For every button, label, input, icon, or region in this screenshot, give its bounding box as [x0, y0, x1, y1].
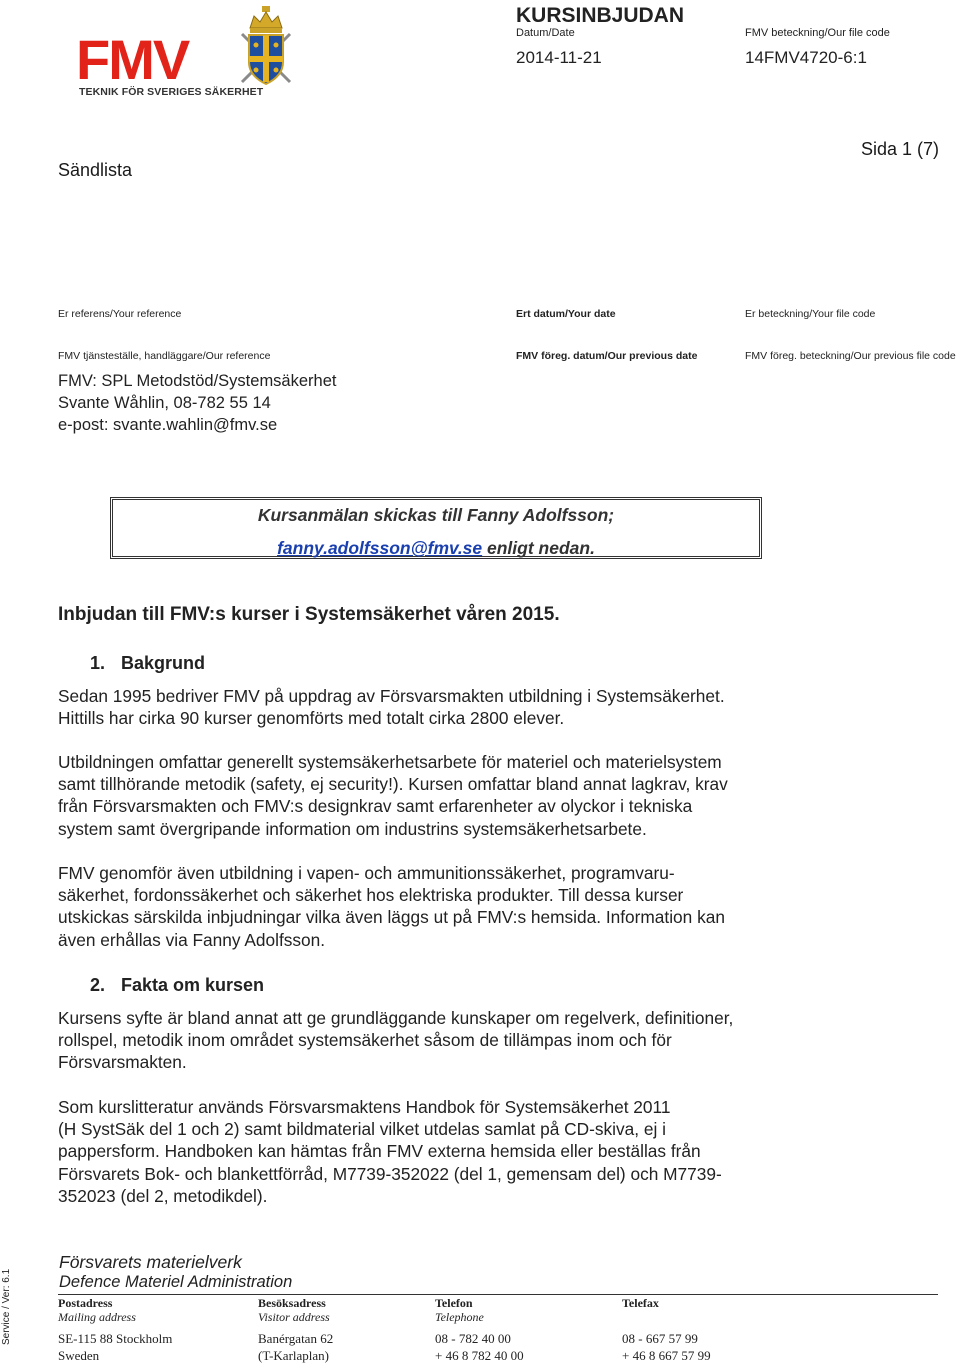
- previous-date-label: FMV föreg. datum/Our previous date: [516, 350, 698, 362]
- footer-value: (T-Karlaplan): [258, 1348, 329, 1363]
- service-version-label: Service / Ver: 6.1: [1, 1268, 12, 1345]
- footer-divider: [58, 1294, 938, 1295]
- notice-line-2: [113, 538, 759, 559]
- footer-subheading: Telephone: [435, 1310, 484, 1324]
- previous-file-code-label: FMV föreg. beteckning/Our previous file code: [745, 350, 956, 362]
- handler-line: e-post: svante.wahlin@fmv.se: [58, 416, 278, 434]
- fmv-logo-letters: FMV: [76, 28, 189, 91]
- paragraph-line: från Försvarsmakten och FMV:s designkrav samt erfarenheter av olyckor i tekniska: [58, 796, 693, 817]
- paragraph-line: utskickas särskilda inbjudningar vilka även läggs ut på FMV:s hemsida. Information kan: [58, 907, 725, 928]
- paragraph: [58, 685, 848, 729]
- handler-line: Svante Wåhlin, 08-782 55 14: [58, 394, 271, 412]
- paragraph: [58, 862, 848, 951]
- notice-line-1: Kursanmälan skickas till Fanny Adolfsson;: [257, 505, 615, 525]
- organization-name-en: Defence Materiel Administration: [59, 1273, 293, 1291]
- notice-line-2-suffix: enligt nedan.: [482, 538, 595, 558]
- paragraph-line: Utbildningen omfattar generellt systemsäkerhetsarbete för materiel och materielsystem: [58, 752, 722, 772]
- footer-value: Banérgatan 62: [258, 1331, 334, 1346]
- page-indicator: Sida 1 (7): [861, 139, 940, 159]
- paragraph-line: Som kurslitteratur används Försvarsmaktens Handbok för Systemsäkerhet 2011: [58, 1097, 671, 1117]
- fmv-logo: [76, 4, 296, 98]
- section-number: 1.: [90, 653, 106, 673]
- paragraph-line: pappersform. Handboken kan hämtas från FMV externa hemsida eller beställas från: [58, 1141, 701, 1162]
- file-code-value: 14FMV4720-6:1: [745, 48, 867, 67]
- footer-subheading: Mailing address: [58, 1310, 136, 1324]
- document-type-title: KURSINBJUDAN: [516, 4, 685, 27]
- handler-line: FMV: SPL Metodstöd/Systemsäkerhet: [58, 372, 337, 390]
- section-title: Bakgrund: [121, 653, 206, 673]
- paragraph-line: Sedan 1995 bedriver FMV på uppdrag av Försvarsmakten utbildning i Systemsäkerhet.: [58, 686, 725, 706]
- paragraph-line: även erhållas via Fanny Adolfsson.: [58, 929, 326, 950]
- paragraph: [58, 1096, 848, 1207]
- date-value: 2014-11-21: [516, 48, 602, 67]
- organization-name-sv: Försvarets materielverk: [59, 1252, 242, 1272]
- footer-heading: Telefax: [622, 1296, 659, 1310]
- file-code-label: FMV beteckning/Our file code: [745, 27, 890, 39]
- paragraph-line: system samt övergripande information om industrins systemsäkerhetsarbete.: [58, 818, 647, 839]
- main-heading: Inbjudan till FMV:s kurser i Systemsäkerhet våren 2015.: [58, 604, 560, 625]
- footer-value: + 46 8 782 40 00: [435, 1348, 524, 1363]
- paragraph-line: säkerhet, fordonssäkerhet och säkerhet hos elektriska produkter. Till dessa kurser: [58, 885, 684, 906]
- footer-subheading: Visitor address: [258, 1310, 330, 1324]
- paragraph: [58, 1007, 848, 1074]
- recipient: Sändlista: [58, 160, 133, 180]
- footer-value: Sweden: [58, 1348, 100, 1363]
- paragraph-line: 352023 (del 2, metodikdel).: [58, 1185, 268, 1206]
- footer-heading: Postadress: [58, 1296, 113, 1310]
- section-number: 2.: [90, 975, 106, 995]
- paragraph-line: Hittills har cirka 90 kurser genomförts med totalt cirka 2800 elever.: [58, 708, 565, 729]
- paragraph-line: Försvarets Bok- och blankettförråd, M7739-352022 (del 1, gemensam del) och M7739-: [58, 1163, 722, 1184]
- section-title: Fakta om kursen: [121, 975, 265, 995]
- paragraph-line: rollspel, metodik inom området systemsäkerhet såsom de tillämpas inom och för: [58, 1030, 672, 1051]
- paragraph: [58, 751, 848, 840]
- footer-value: 08 - 782 40 00: [435, 1331, 511, 1346]
- paragraph-line: Försvarsmakten.: [58, 1052, 187, 1073]
- footer-value: + 46 8 667 57 99: [622, 1348, 711, 1363]
- paragraph-line: FMV genomför även utbildning i vapen- och ammunitionssäkerhet, programvaru-: [58, 863, 675, 883]
- footer-value: 08 - 667 57 99: [622, 1331, 698, 1346]
- footer-heading: Besöksadress: [258, 1296, 326, 1310]
- fmv-logo-tagline: TEKNIK FÖR SVERIGES SÄKERHET: [79, 86, 264, 98]
- email-link[interactable]: fanny.adolfsson@fmv.se: [277, 538, 483, 558]
- swedish-armed-forces-crest-icon: [238, 4, 294, 90]
- paragraph-line: (H SystSäk del 1 och 2) samt bildmaterial vilket utdelas samlat på CD-skiva, ej i: [58, 1119, 666, 1140]
- date-label: Datum/Date: [516, 27, 575, 39]
- paragraph-line: samt tillhörande metodik (safety, ej security!). Kursen omfattar bland annat lagkrav, krav: [58, 774, 728, 795]
- your-date-label: Ert datum/Your date: [516, 308, 616, 320]
- handler-label: FMV tjänsteställe, handläggare/Our reference: [58, 350, 271, 362]
- footer-heading: Telefon: [435, 1296, 473, 1310]
- notice-box: [110, 497, 762, 559]
- your-reference-label: Er referens/Your reference: [58, 308, 182, 320]
- footer-value: SE-115 88 Stockholm: [58, 1331, 173, 1346]
- your-file-code-label: Er beteckning/Your file code: [745, 308, 876, 320]
- paragraph-line: Kursens syfte är bland annat att ge grundläggande kunskaper om regelverk, definitioner,: [58, 1008, 734, 1028]
